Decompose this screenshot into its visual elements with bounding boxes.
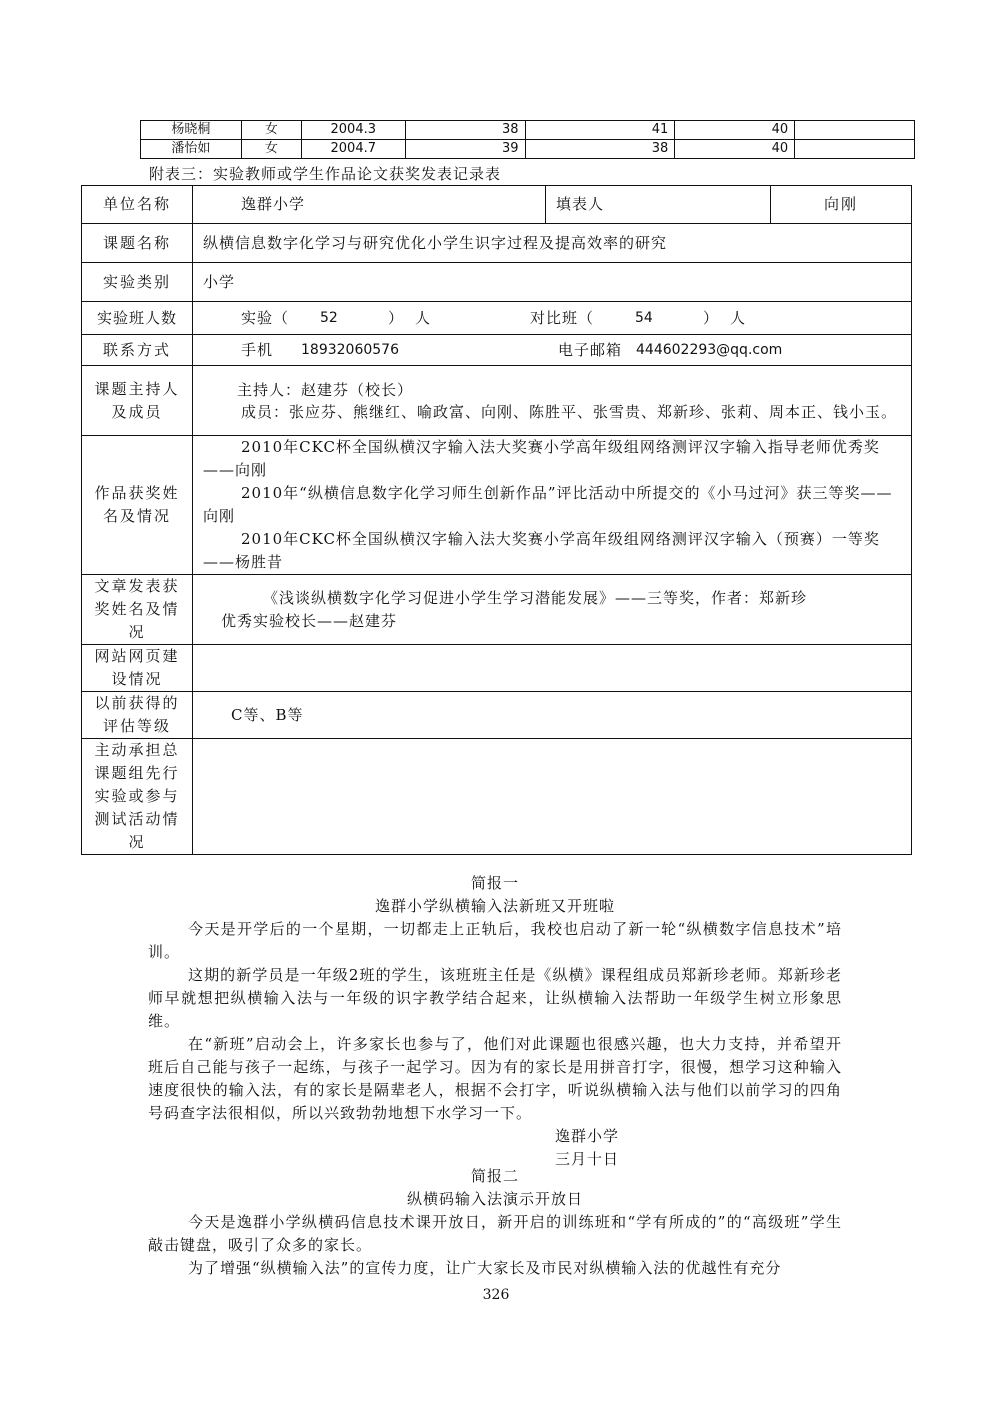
category-label: 实验类别 (82, 263, 193, 302)
table-row (82, 692, 912, 739)
table-row (82, 224, 912, 263)
article-entry: 优秀实验校长——赵建芬 (221, 611, 398, 630)
articles-value (193, 575, 912, 645)
score-cell: 39 (405, 140, 525, 159)
table-row (82, 575, 912, 645)
table-row (82, 302, 912, 335)
filler-label: 填表人 (546, 186, 771, 224)
report-signature-school: 逸群小学 (555, 1127, 620, 1145)
members-line: 成员：张应芬、熊继红、喻政富、向刚、陈胜平、张雪贵、郑新珍、张莉、周本正、钱小玉。 (241, 402, 898, 421)
student-birth: 2004.7 (301, 140, 405, 159)
table-row (141, 121, 915, 140)
cmp-suffix: ）人 (703, 308, 758, 327)
count-label: 实验班人数 (82, 302, 193, 335)
report-paragraph: 在“新班”启动会上，许多家长也参与了，他们对此课题也很感兴趣，也大力支持，并希望开班后自己能与孩子一起练，与孩子一起学习。因为有的家长是用拼音打字，很慢，想学习这种输入速度很快的输入法，有的家长是隔辈老人，根据不会打字，听说纵横输入法与他们以前学习的四角号码查字法很相似，所以兴致勃勃地想下水学习一下。 (148, 1035, 842, 1122)
cmp-prefix: 对比班（ (530, 308, 595, 327)
website-value (193, 645, 912, 692)
award-entry: 2010年CKC杯全国纵横汉字输入法大奖赛小学高年级组网络测评汉字输入指导老师优秀奖——向刚 (203, 438, 880, 479)
award-entry: 2010年CKC杯全国纵横汉字输入法大奖赛小学高年级组网络测评汉字输入（预赛）一等奖——杨胜昔 (203, 530, 880, 571)
report-heading: 简报一 (470, 874, 519, 892)
table-row (82, 263, 912, 302)
unit-label: 单位名称 (82, 186, 193, 224)
rating-value: C等、B等 (193, 692, 912, 739)
website-label: 网站网页建设情况 (82, 645, 193, 692)
awards-value (193, 436, 912, 575)
report-signature-date: 三月十日 (555, 1150, 620, 1168)
report-title: 纵横码输入法演示开放日 (406, 1190, 583, 1208)
award-record-table (81, 185, 912, 855)
phone-label: 手机 (241, 340, 274, 359)
filler-value: 向刚 (771, 186, 912, 224)
count-value (193, 302, 912, 335)
exp-count: 52 (320, 309, 338, 326)
article-entry: 《浅谈纵横数字化学习促进小学生学习潜能发展》——三等奖，作者：郑新珍 (263, 588, 808, 607)
table-row (141, 140, 915, 159)
table-row (82, 186, 912, 224)
active-value (193, 739, 912, 855)
phone-number: 18932060576 (301, 341, 399, 358)
host-value (193, 366, 912, 436)
active-label: 主动承担总课题组先行实验或参与测试活动情况 (82, 739, 193, 855)
report-title: 逸群小学纵横输入法新班又开班啦 (374, 897, 615, 915)
articles-label: 文章发表获奖姓名及情况 (82, 575, 193, 645)
host-line: 主持人：赵建芬（校长） (237, 380, 414, 399)
topic-label: 课题名称 (82, 224, 193, 263)
student-birth: 2004.3 (301, 121, 405, 140)
page-number: 326 (482, 1287, 510, 1303)
student-name: 杨晓桐 (141, 121, 242, 140)
table-row (82, 645, 912, 692)
report-paragraph: 这期的新学员是一年级2班的学生，该班班主任是《纵横》课程组成员郑新珍老师。郑新珍老师早就想把纵横输入法与一年级的识字教学结合起来，让纵横输入法帮助一年级学生树立形象思维。 (148, 966, 842, 1030)
topic-value: 纵横信息数字化学习与研究优化小学生识字过程及提高效率的研究 (193, 224, 912, 263)
host-label: 课题主持人及成员 (82, 366, 193, 436)
report-one (148, 872, 842, 1171)
contact-value (193, 335, 912, 366)
rating-label: 以前获得的评估等级 (82, 692, 193, 739)
score-cell: 38 (525, 140, 675, 159)
score-cell: 40 (675, 140, 795, 159)
score-cell: 38 (405, 121, 525, 140)
table-row (82, 739, 912, 855)
score-cell (795, 140, 915, 159)
award-entry: 2010年“纵横信息数字化学习师生创新作品”评比活动中所提交的《小马过河》获三等奖——向刚 (203, 484, 893, 525)
email-label: 电子邮箱 (558, 340, 623, 359)
student-score-table (140, 120, 915, 159)
score-cell: 40 (675, 121, 795, 140)
score-cell (795, 121, 915, 140)
student-gender: 女 (241, 121, 301, 140)
table-caption: 附表三：实验教师或学生作品论文获奖发表记录表 (149, 165, 502, 183)
contact-label: 联系方式 (82, 335, 193, 366)
exp-suffix: ）人 (388, 308, 443, 327)
table-row (82, 436, 912, 575)
student-gender: 女 (241, 140, 301, 159)
table-row (82, 366, 912, 436)
awards-label: 作品获奖姓名及情况 (82, 436, 193, 575)
report-heading: 简报二 (470, 1167, 519, 1185)
unit-value: 逸群小学 (193, 186, 546, 224)
score-cell: 41 (525, 121, 675, 140)
student-name: 潘怡如 (141, 140, 242, 159)
cmp-count: 54 (635, 309, 653, 326)
report-paragraph: 今天是逸群小学纵横码信息技术课开放日，新开启的训练班和“学有所成的”的“高级班”学生敲击键盘，吸引了众多的家长。 (148, 1213, 842, 1254)
table-row (82, 335, 912, 366)
email-address: 444602293@qq.com (636, 341, 783, 358)
category-value: 小学 (193, 263, 912, 302)
report-two (148, 1165, 842, 1280)
report-paragraph: 为了增强“纵横输入法”的宣传力度，让广大家长及市民对纵横输入法的优越性有充分 (188, 1259, 782, 1277)
report-paragraph: 今天是开学后的一个星期，一切都走上正轨后，我校也启动了新一轮“纵横数字信息技术”培训。 (148, 920, 842, 961)
exp-prefix: 实验（ (241, 308, 290, 327)
